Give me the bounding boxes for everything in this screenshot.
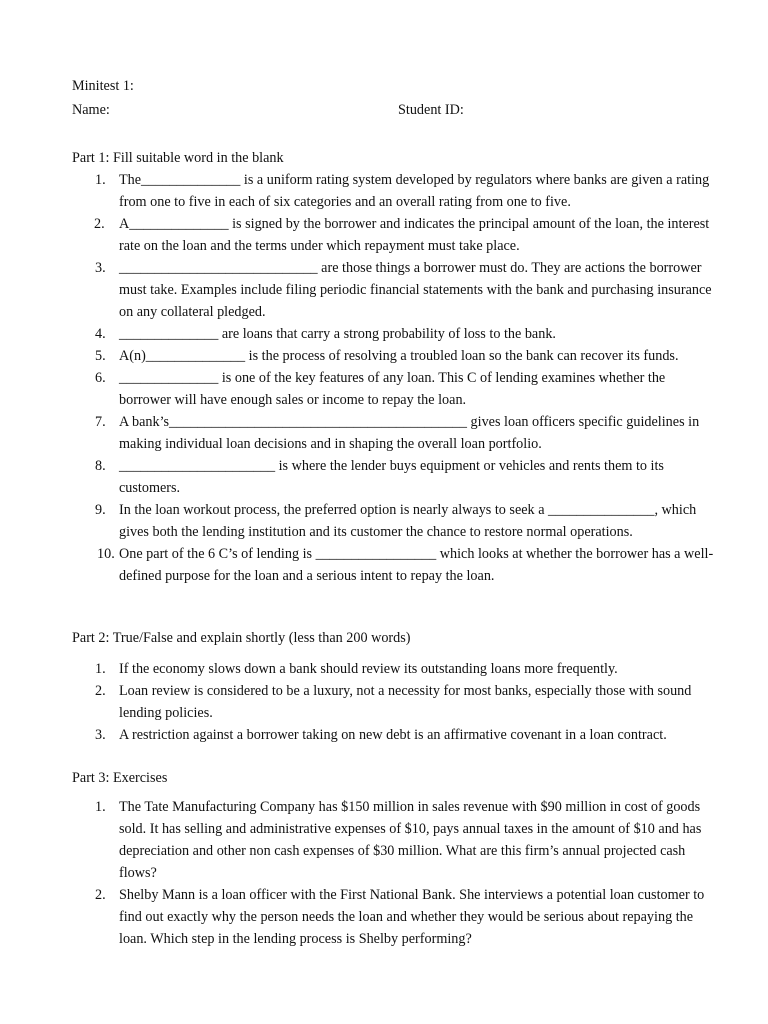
list-item (72, 257, 717, 323)
item-text: In the loan workout process, the preferred option is nearly always to seek a _______________, which gives both the lending institution and its customer the chance to restore normal operations. (119, 502, 697, 540)
item-number: 3. (95, 260, 106, 276)
item-number: 3. (95, 727, 106, 743)
list-item (72, 367, 717, 411)
item-text: ____________________________ are those things a borrower must do. They are actions the borrower must take. Examples include filing periodic financial statements with the bank and purchasing insurance on any collateral pledged. (119, 260, 712, 320)
item-number: 6. (95, 370, 106, 386)
list-item (72, 411, 717, 455)
item-text: A bank’s__________________________________________ gives loan officers specific guidelines in making individual loan decisions and in shaping the overall loan portfolio. (119, 414, 700, 452)
part3-heading: Part 3: Exercises (72, 770, 168, 786)
item-text: Loan review is considered to be a luxury, not a necessity for most banks, especially those with sound lending policies. (119, 683, 692, 721)
item-text: ______________________ is where the lender buys equipment or vehicles and rents them to its customers. (119, 458, 664, 496)
item-text: ______________ is one of the key features of any loan. This C of lending examines whether the borrower will have enough sales or income to repay the loan. (119, 370, 666, 408)
part2-heading: Part 2: True/False and explain shortly (less than 200 words) (72, 630, 411, 646)
item-text: A(n)______________ is the process of resolving a troubled loan so the bank can recover its funds. (119, 348, 679, 364)
item-number: 8. (95, 458, 106, 474)
item-number: 2. (95, 683, 106, 699)
part1-heading: Part 1: Fill suitable word in the blank (72, 150, 284, 166)
item-number: 1. (95, 799, 106, 815)
item-text: The Tate Manufacturing Company has $150 million in sales revenue with $90 million in cost of goods sold. It has selling and administrative expenses of $10, pays annual taxes in the amount of $10 and has depreciation and other non cash expenses of $30 million. What are this firm’s annual projected cash flows? (119, 799, 702, 881)
list-item (72, 169, 717, 213)
item-text: A restriction against a borrower taking on new debt is an affirmative covenant in a loan contract. (119, 727, 667, 743)
item-number: 2. (95, 887, 106, 903)
name-label: Name: (72, 102, 110, 118)
item-number: 4. (95, 326, 106, 342)
item-text: One part of the 6 C’s of lending is _________________ which looks at whether the borrower has a well-defined purpose for the loan and a serious intent to repay the loan. (119, 546, 714, 584)
item-number: 2. (94, 216, 105, 232)
list-item (72, 796, 717, 884)
list-item (72, 455, 717, 499)
item-number: 1. (95, 172, 106, 188)
list-item (72, 543, 717, 587)
list-item (72, 680, 717, 724)
item-number: 9. (95, 502, 106, 518)
item-number: 10. (97, 546, 115, 562)
part2-question-list (72, 658, 717, 746)
list-item (72, 345, 717, 367)
list-item (72, 658, 717, 680)
item-number: 5. (95, 348, 106, 364)
item-number: 7. (95, 414, 106, 430)
item-number: 1. (95, 661, 106, 677)
item-text: The______________ is a uniform rating system developed by regulators where banks are given a rating from one to five in each of six categories and an overall rating from one to five. (119, 172, 710, 210)
list-item (72, 884, 717, 950)
item-text: ______________ are loans that carry a strong probability of loss to the bank. (119, 326, 556, 342)
list-item (72, 213, 717, 257)
list-item (72, 724, 717, 746)
part1-question-list (72, 169, 717, 587)
list-item (72, 499, 717, 543)
part3-exercise-list (72, 796, 717, 950)
student-id-label: Student ID: (398, 102, 464, 118)
test-title: Minitest 1: (72, 78, 134, 94)
item-text: A______________ is signed by the borrower and indicates the principal amount of the loan, the interest rate on the loan and the terms under which repayment must take place. (119, 216, 710, 254)
item-text: Shelby Mann is a loan officer with the First National Bank. She interviews a potential loan customer to find out exactly why the person needs the loan and whether they would be serious about repaying the loan. Which step in the lending process is Shelby performing? (119, 887, 705, 947)
list-item (72, 323, 717, 345)
item-text: If the economy slows down a bank should review its outstanding loans more frequently. (119, 661, 618, 677)
